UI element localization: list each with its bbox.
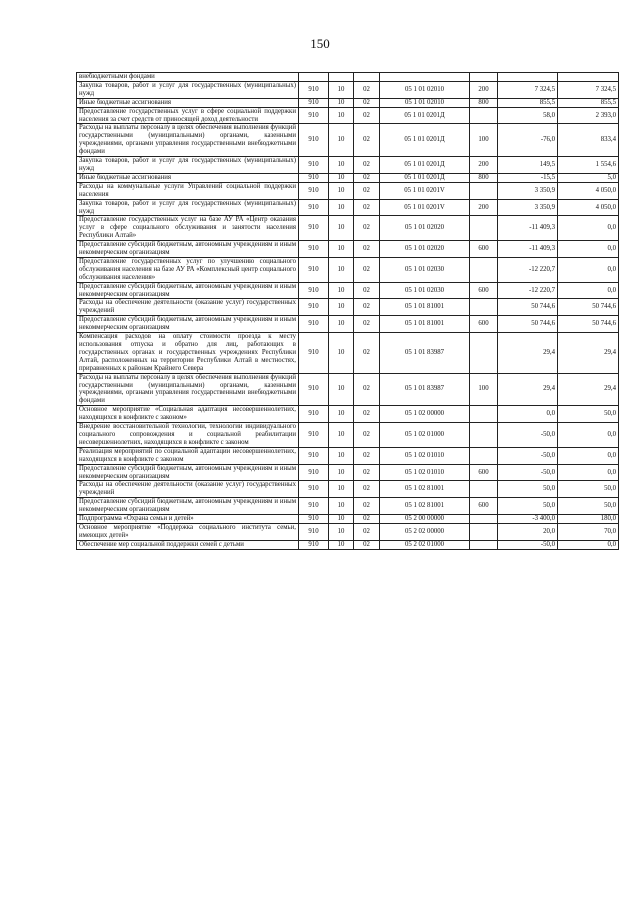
section-code-cell: 10 (329, 498, 354, 515)
target-item-code-cell: 05 1 02 81001 (380, 498, 470, 515)
subsection-code-cell: 02 (354, 447, 380, 464)
ministry-code-cell: 910 (299, 124, 329, 157)
amount-total-cell: 2 393,0 (558, 107, 619, 124)
table-row (77, 540, 619, 549)
expense-name-cell: Предоставление субсидий бюджетным, автономным учреждениям и иным некоммерческим организациям (77, 282, 299, 299)
amount-change-cell (498, 73, 558, 82)
expense-name-cell: Предоставление субсидий бюджетным, автономным учреждениям и иным некоммерческим организациям (77, 498, 299, 515)
expense-type-code-cell: 600 (470, 282, 498, 299)
amount-total-cell: 7 324,5 (558, 81, 619, 98)
section-code-cell: 10 (329, 199, 354, 216)
target-item-code-cell: 05 1 01 0201V (380, 199, 470, 216)
ministry-code-cell: 910 (299, 481, 329, 498)
ministry-code-cell: 910 (299, 316, 329, 333)
ministry-code-cell: 910 (299, 282, 329, 299)
amount-change-cell: -50,0 (498, 540, 558, 549)
subsection-code-cell: 02 (354, 216, 380, 241)
ministry-code-cell: 910 (299, 182, 329, 199)
subsection-code-cell: 02 (354, 282, 380, 299)
amount-total-cell: 0,0 (558, 464, 619, 481)
table-row (77, 107, 619, 124)
amount-change-cell: 50,0 (498, 481, 558, 498)
table-row (77, 98, 619, 107)
expense-name-cell: Предоставление государственных услуг в сфере социальной поддержки населения за счет средств от приносящей доход деятельности (77, 107, 299, 124)
subsection-code-cell: 02 (354, 540, 380, 549)
amount-change-cell: 29,4 (498, 333, 558, 374)
amount-total-cell (558, 73, 619, 82)
table-row (77, 81, 619, 98)
table-row (77, 199, 619, 216)
subsection-code-cell: 02 (354, 316, 380, 333)
amount-change-cell: -3 400,0 (498, 515, 558, 524)
subsection-code-cell: 02 (354, 299, 380, 316)
subsection-code-cell: 02 (354, 333, 380, 374)
expense-type-code-cell (470, 540, 498, 549)
expense-type-code-cell (470, 515, 498, 524)
subsection-code-cell: 02 (354, 481, 380, 498)
amount-change-cell: -12 220,7 (498, 282, 558, 299)
expense-name-cell: Основное мероприятие «Социальная адаптация несовершеннолетних, находящихся в конфликте с законом» (77, 406, 299, 423)
amount-change-cell: -50,0 (498, 464, 558, 481)
target-item-code-cell: 05 1 02 01000 (380, 423, 470, 448)
section-code-cell: 10 (329, 257, 354, 282)
target-item-code-cell: 05 1 01 83987 (380, 373, 470, 406)
ministry-code-cell: 910 (299, 423, 329, 448)
ministry-code-cell: 910 (299, 241, 329, 258)
expense-type-code-cell (470, 333, 498, 374)
section-code-cell: 10 (329, 406, 354, 423)
expense-name-cell: Предоставление субсидий бюджетным, автономным учреждениям и иным некоммерческим организациям (77, 316, 299, 333)
table-row (77, 241, 619, 258)
amount-total-cell: 50,0 (558, 481, 619, 498)
expense-name-cell: Расходы на выплаты персоналу в целях обеспечения выполнения функций государственными (муниципальными) органами, казенными учреждениями, органами управления государственными внебюджетными фондами (77, 124, 299, 157)
target-item-code-cell: 05 2 02 01000 (380, 540, 470, 549)
expense-type-code-cell (470, 447, 498, 464)
ministry-code-cell: 910 (299, 257, 329, 282)
section-code-cell: 10 (329, 282, 354, 299)
section-code-cell: 10 (329, 316, 354, 333)
ministry-code-cell: 910 (299, 107, 329, 124)
expense-type-code-cell (470, 481, 498, 498)
section-code-cell: 10 (329, 481, 354, 498)
amount-change-cell: 29,4 (498, 373, 558, 406)
table-body (77, 73, 619, 550)
target-item-code-cell: 05 1 01 02010 (380, 98, 470, 107)
amount-change-cell: 58,0 (498, 107, 558, 124)
target-item-code-cell: 05 1 01 83987 (380, 333, 470, 374)
amount-change-cell: 50 744,6 (498, 299, 558, 316)
ministry-code-cell: 910 (299, 299, 329, 316)
ministry-code-cell: 910 (299, 98, 329, 107)
expense-name-cell: Обеспечение мер социальной поддержки семей с детьми (77, 540, 299, 549)
subsection-code-cell: 02 (354, 199, 380, 216)
expense-type-code-cell: 600 (470, 241, 498, 258)
subsection-code-cell: 02 (354, 157, 380, 174)
table-row (77, 182, 619, 199)
section-code-cell: 10 (329, 107, 354, 124)
amount-total-cell: 4 050,0 (558, 199, 619, 216)
expense-name-cell: Предоставление субсидий бюджетным, автономным учреждениям и иным некоммерческим организациям (77, 241, 299, 258)
target-item-code-cell: 05 1 02 00000 (380, 406, 470, 423)
expense-name-cell: Расходы на обеспечение деятельности (оказание услуг) государственных учреждений (77, 299, 299, 316)
subsection-code-cell: 02 (354, 423, 380, 448)
section-code-cell: 10 (329, 182, 354, 199)
amount-total-cell: 855,5 (558, 98, 619, 107)
amount-total-cell: 180,0 (558, 515, 619, 524)
ministry-code-cell: 910 (299, 216, 329, 241)
amount-total-cell: 1 554,6 (558, 157, 619, 174)
expense-name-cell: Закупка товаров, работ и услуг для государственных (муниципальных) нужд (77, 199, 299, 216)
amount-change-cell: -11 409,3 (498, 216, 558, 241)
table-row (77, 316, 619, 333)
expense-name-cell: Расходы на обеспечение деятельности (оказание услуг) государственных учреждений (77, 481, 299, 498)
expense-name-cell: Расходы на выплаты персоналу в целях обеспечения выполнения функций государственными (муниципальными) органами, казенными учреждениями, органами управления государственными внебюджетными фондами (77, 373, 299, 406)
amount-total-cell: 70,0 (558, 523, 619, 540)
table-row (77, 282, 619, 299)
section-code-cell: 10 (329, 540, 354, 549)
section-code-cell: 10 (329, 173, 354, 182)
target-item-code-cell: 05 1 02 01010 (380, 464, 470, 481)
amount-total-cell: 50 744,6 (558, 316, 619, 333)
amount-change-cell: 7 324,5 (498, 81, 558, 98)
ministry-code-cell: 910 (299, 199, 329, 216)
amount-total-cell: 0,0 (558, 447, 619, 464)
target-item-code-cell: 05 1 01 0201Д (380, 124, 470, 157)
ministry-code-cell: 910 (299, 173, 329, 182)
expense-name-cell: внебюджетными фондами (77, 73, 299, 82)
table-row (77, 73, 619, 82)
expense-name-cell: Иные бюджетные ассигнования (77, 173, 299, 182)
expense-type-code-cell: 600 (470, 316, 498, 333)
target-item-code-cell: 05 2 02 00000 (380, 523, 470, 540)
subsection-code-cell: 02 (354, 257, 380, 282)
subsection-code-cell: 02 (354, 373, 380, 406)
amount-change-cell: -76,0 (498, 124, 558, 157)
expense-name-cell: Расходы на коммунальные услуги Управлений социальной поддержки населения (77, 182, 299, 199)
ministry-code-cell: 910 (299, 498, 329, 515)
ministry-code-cell: 910 (299, 523, 329, 540)
subsection-code-cell: 02 (354, 107, 380, 124)
ministry-code-cell: 910 (299, 373, 329, 406)
expense-type-code-cell (470, 216, 498, 241)
expense-type-code-cell: 600 (470, 498, 498, 515)
ministry-code-cell: 910 (299, 540, 329, 549)
ministry-code-cell: 910 (299, 447, 329, 464)
amount-total-cell: 29,4 (558, 333, 619, 374)
section-code-cell (329, 73, 354, 82)
target-item-code-cell: 05 1 01 0201Д (380, 107, 470, 124)
amount-total-cell: 0,0 (558, 216, 619, 241)
section-code-cell: 10 (329, 373, 354, 406)
amount-total-cell: 50,0 (558, 498, 619, 515)
expense-type-code-cell: 200 (470, 199, 498, 216)
section-code-cell: 10 (329, 81, 354, 98)
target-item-code-cell: 05 1 02 81001 (380, 481, 470, 498)
table-row (77, 257, 619, 282)
section-code-cell: 10 (329, 464, 354, 481)
subsection-code-cell (354, 73, 380, 82)
table-row (77, 333, 619, 374)
amount-total-cell: 0,0 (558, 257, 619, 282)
amount-change-cell: 50,0 (498, 498, 558, 515)
table-row (77, 406, 619, 423)
section-code-cell: 10 (329, 124, 354, 157)
expense-name-cell: Предоставление государственных услуг по улучшению социального обслуживания населения на базе АУ РА «Комплексный центр социального обслуживания населения» (77, 257, 299, 282)
expense-type-code-cell: 800 (470, 98, 498, 107)
amount-total-cell: 833,4 (558, 124, 619, 157)
ministry-code-cell: 910 (299, 157, 329, 174)
amount-change-cell: -15,5 (498, 173, 558, 182)
amount-total-cell: 0,0 (558, 241, 619, 258)
target-item-code-cell: 05 1 01 0201Д (380, 173, 470, 182)
amount-total-cell: 0,0 (558, 540, 619, 549)
target-item-code-cell: 05 1 01 81001 (380, 316, 470, 333)
ministry-code-cell: 910 (299, 406, 329, 423)
amount-change-cell: 50 744,6 (498, 316, 558, 333)
table-row (77, 498, 619, 515)
target-item-code-cell: 05 1 01 02010 (380, 81, 470, 98)
target-item-code-cell (380, 73, 470, 82)
amount-change-cell: 3 350,9 (498, 199, 558, 216)
amount-total-cell: 5,0 (558, 173, 619, 182)
table-row (77, 423, 619, 448)
table-row (77, 216, 619, 241)
subsection-code-cell: 02 (354, 498, 380, 515)
amount-total-cell: 50,0 (558, 406, 619, 423)
subsection-code-cell: 02 (354, 173, 380, 182)
subsection-code-cell: 02 (354, 241, 380, 258)
amount-total-cell: 0,0 (558, 282, 619, 299)
amount-change-cell: -11 409,3 (498, 241, 558, 258)
target-item-code-cell: 05 1 01 81001 (380, 299, 470, 316)
subsection-code-cell: 02 (354, 124, 380, 157)
table-row (77, 523, 619, 540)
amount-change-cell: 149,5 (498, 157, 558, 174)
subsection-code-cell: 02 (354, 98, 380, 107)
amount-total-cell: 4 050,0 (558, 182, 619, 199)
target-item-code-cell: 05 2 00 00000 (380, 515, 470, 524)
amount-change-cell: 855,5 (498, 98, 558, 107)
expense-type-code-cell: 600 (470, 464, 498, 481)
target-item-code-cell: 05 1 01 02020 (380, 216, 470, 241)
expense-type-code-cell: 800 (470, 173, 498, 182)
amount-total-cell: 29,4 (558, 373, 619, 406)
subsection-code-cell: 02 (354, 81, 380, 98)
amount-change-cell: -50,0 (498, 423, 558, 448)
section-code-cell: 10 (329, 515, 354, 524)
expense-name-cell: Закупка товаров, работ и услуг для государственных (муниципальных) нужд (77, 157, 299, 174)
section-code-cell: 10 (329, 216, 354, 241)
section-code-cell: 10 (329, 423, 354, 448)
amount-change-cell: 20,0 (498, 523, 558, 540)
subsection-code-cell: 02 (354, 523, 380, 540)
section-code-cell: 10 (329, 98, 354, 107)
expense-type-code-cell (470, 182, 498, 199)
expense-type-code-cell: 100 (470, 373, 498, 406)
section-code-cell: 10 (329, 333, 354, 374)
expense-type-code-cell (470, 406, 498, 423)
table-row (77, 299, 619, 316)
expense-type-code-cell (470, 73, 498, 82)
target-item-code-cell: 05 1 01 0201V (380, 182, 470, 199)
expense-name-cell: Компенсация расходов на оплату стоимости проезда к месту использования отпуска и обратно для лиц, работающих в государственных органах и государственных учреждениях Республики Алтай, расположенных на территории Республики Алтай в местностях, приравненных к районам Крайнего Севера (77, 333, 299, 374)
target-item-code-cell: 05 1 02 01010 (380, 447, 470, 464)
table-row (77, 464, 619, 481)
expense-type-code-cell (470, 523, 498, 540)
ministry-code-cell: 910 (299, 333, 329, 374)
table-row (77, 124, 619, 157)
table-row (77, 173, 619, 182)
budget-table (76, 72, 619, 550)
expense-type-code-cell: 200 (470, 157, 498, 174)
section-code-cell: 10 (329, 157, 354, 174)
ministry-code-cell: 910 (299, 81, 329, 98)
target-item-code-cell: 05 1 01 02030 (380, 282, 470, 299)
expense-name-cell: Предоставление субсидий бюджетным, автономным учреждениям и иным некоммерческим организациям (77, 464, 299, 481)
expense-name-cell: Предоставление государственных услуг на базе АУ РА «Центр оказания услуг в сфере социального обслуживания и занятости населения Республики Алтай» (77, 216, 299, 241)
ministry-code-cell: 910 (299, 464, 329, 481)
expense-name-cell: Закупка товаров, работ и услуг для государственных (муниципальных) нужд (77, 81, 299, 98)
section-code-cell: 10 (329, 299, 354, 316)
target-item-code-cell: 05 1 01 02030 (380, 257, 470, 282)
amount-total-cell: 50 744,6 (558, 299, 619, 316)
expense-type-code-cell (470, 107, 498, 124)
section-code-cell: 10 (329, 241, 354, 258)
table-row (77, 157, 619, 174)
page-number: 150 (310, 36, 330, 51)
amount-total-cell: 0,0 (558, 423, 619, 448)
amount-change-cell: -50,0 (498, 447, 558, 464)
subsection-code-cell: 02 (354, 406, 380, 423)
expense-name-cell: Основное мероприятие «Поддержка социального института семьи, имеющих детей» (77, 523, 299, 540)
ministry-code-cell: 910 (299, 515, 329, 524)
expense-type-code-cell: 200 (470, 81, 498, 98)
amount-change-cell: 0,0 (498, 406, 558, 423)
table-row (77, 515, 619, 524)
expense-name-cell: Внедрение восстановительной технологии, технологии индивидуального социального сопровождения и социальной реабилитации несовершеннолетних, находящихся в конфликте с законом (77, 423, 299, 448)
expense-name-cell: Реализация мероприятий по социальной адаптации несовершеннолетних, находящихся в конфликте с законом (77, 447, 299, 464)
subsection-code-cell: 02 (354, 182, 380, 199)
amount-change-cell: -12 220,7 (498, 257, 558, 282)
expense-type-code-cell (470, 423, 498, 448)
target-item-code-cell: 05 1 01 0201Д (380, 157, 470, 174)
expense-type-code-cell (470, 299, 498, 316)
target-item-code-cell: 05 1 01 02020 (380, 241, 470, 258)
table-row (77, 373, 619, 406)
expense-name-cell: Иные бюджетные ассигнования (77, 98, 299, 107)
subsection-code-cell: 02 (354, 515, 380, 524)
amount-change-cell: 3 350,9 (498, 182, 558, 199)
expense-name-cell: Подпрограмма «Охрана семьи и детей» (77, 515, 299, 524)
table-row (77, 481, 619, 498)
ministry-code-cell (299, 73, 329, 82)
expense-type-code-cell (470, 257, 498, 282)
section-code-cell: 10 (329, 447, 354, 464)
expense-type-code-cell: 100 (470, 124, 498, 157)
section-code-cell: 10 (329, 523, 354, 540)
table-row (77, 447, 619, 464)
subsection-code-cell: 02 (354, 464, 380, 481)
